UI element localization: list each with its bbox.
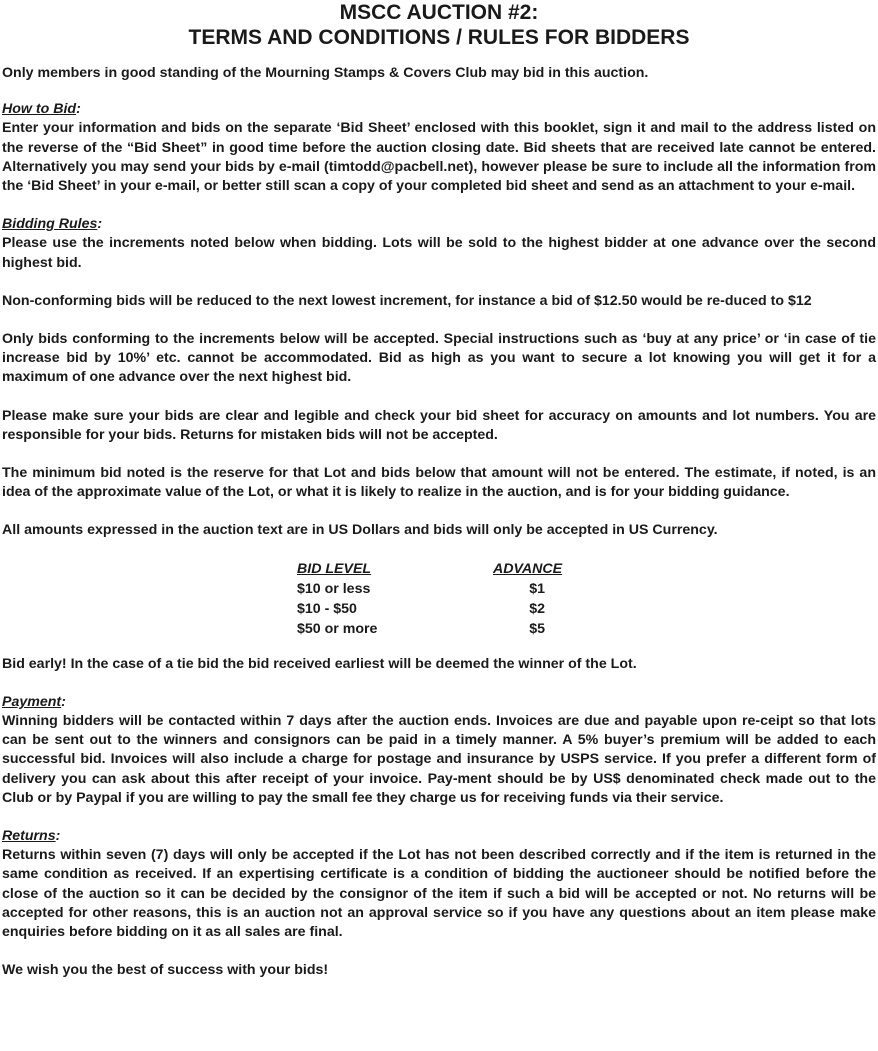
returns-heading: Returns: — [2, 828, 61, 845]
payment-heading-text: Payment — [2, 693, 62, 710]
bidding-rules-paragraph-3: Only bids conforming to the increments below will be accepted. Special instructions such as ‘buy at any price’ or ‘in case of tie increase bid by 10%’ etc. cannot be accommodated. Bid as high as you want to secure a lot knowing you will get it for a maximum of one advance over the next highest bid. — [2, 331, 876, 386]
bid-level-column-header: BID LEVEL — [297, 560, 372, 577]
intro-paragraph: Only members in good standing of the Mourning Stamps & Covers Club may bid in this auction. — [2, 65, 649, 81]
advance-column-header: ADVANCE — [493, 560, 563, 577]
bidding-rules-paragraph-2: Non-conforming bids will be reduced to the next lowest increment, for instance a bid of $12.50 would be re-duced to $12 — [2, 292, 812, 309]
bid-level-cell: $10 or less — [297, 580, 371, 597]
bid-table-header-row — [297, 559, 617, 579]
advance-cell: $2 — [529, 600, 545, 617]
bidding-rules-paragraph-6: All amounts expressed in the auction text are in US Dollars and bids will only be accepted in US Currency. — [2, 522, 718, 539]
bid-table-row — [297, 599, 617, 619]
bidding-rules-paragraph-1: Please use the increments noted below when bidding. Lots will be sold to the highest bidder at one advance over the second highest bid. — [2, 235, 876, 271]
bid-increment-table — [297, 559, 617, 639]
document-title-line2: TERMS AND CONDITIONS / RULES FOR BIDDERS — [188, 26, 690, 49]
bid-level-cell: $10 - $50 — [297, 600, 357, 617]
bidding-rules-heading: Bidding Rules: — [2, 216, 103, 233]
bid-table-row — [297, 619, 617, 639]
closing-line: We wish you the best of success with your bids! — [2, 962, 329, 979]
bid-level-cell: $50 or more — [297, 620, 378, 637]
returns-paragraph: Returns within seven (7) days will only be accepted if the Lot has not been described correctly and if the item is returned in the same condition as received. If an expertising certificate is a condition of bidding the auctioneer should be notified before the close of the auction so it can be decided by the consignor of the item if such a bid will be accepted or not. No returns will be accepted for other reasons, this is an auction not an approval service so if you have any questions about an item please make enquiries before bidding on it as all sales are final. — [2, 847, 876, 941]
bid-table-row — [297, 579, 617, 599]
returns-heading-text: Returns — [2, 828, 56, 845]
advance-cell: $5 — [529, 620, 545, 637]
bidding-rules-paragraph-5: The minimum bid noted is the reserve for that Lot and bids below that amount will not be entered. The estimate, if noted, is an idea of the approximate value of the Lot, or what it is likely to realize in the auction, and is for your bidding guidance. — [2, 465, 876, 501]
payment-paragraph: Winning bidders will be contacted within 7 days after the auction ends. Invoices are due and payable upon re-ceipt so that lots can be sent out to the winners and consignors can be paid in a timely manner. A 5% buyer’s premium will be added to each successful bid. Invoices will also include a charge for postage and insurance by USPS service. If you prefer a different form of delivery you can ask about this after receipt of your invoice. Pay-ment should be by US$ denominated check made out to the Club or by Paypal if you are willing to pay the small fee they charge us for receiving funds via their service. — [2, 713, 876, 806]
how-to-bid-heading-text: How to Bid — [2, 101, 77, 118]
how-to-bid-paragraph: Enter your information and bids on the separate ‘Bid Sheet’ enclosed with this booklet, sign it and mail to the address listed on the reverse of the “Bid Sheet” in good time before the auction closing date. Bid sheets that are received late cannot be entered. Alternatively you may send your bids by e-mail (timtodd@pacbell.net), however please be sure to include all the information from the ‘Bid Sheet’ in your e-mail, or better still scan a copy of your completed bid sheet and send as an attachment to your e-mail. — [2, 120, 876, 195]
bidding-rules-paragraph-4: Please make sure your bids are clear and legible and check your bid sheet for accuracy on amounts and lot numbers. You are responsible for your bids. Returns for mistaken bids will not be accepted. — [2, 407, 876, 443]
how-to-bid-heading: How to Bid: — [2, 101, 81, 118]
bidding-rules-heading-text: Bidding Rules — [2, 216, 98, 233]
advance-cell: $1 — [529, 580, 545, 597]
payment-heading: Payment: — [2, 693, 66, 710]
bid-early-paragraph: Bid early! In the case of a tie bid the bid received earliest will be deemed the winner of the Lot. — [2, 655, 637, 672]
document-title-line1: MSCC AUCTION #2: — [339, 1, 539, 24]
